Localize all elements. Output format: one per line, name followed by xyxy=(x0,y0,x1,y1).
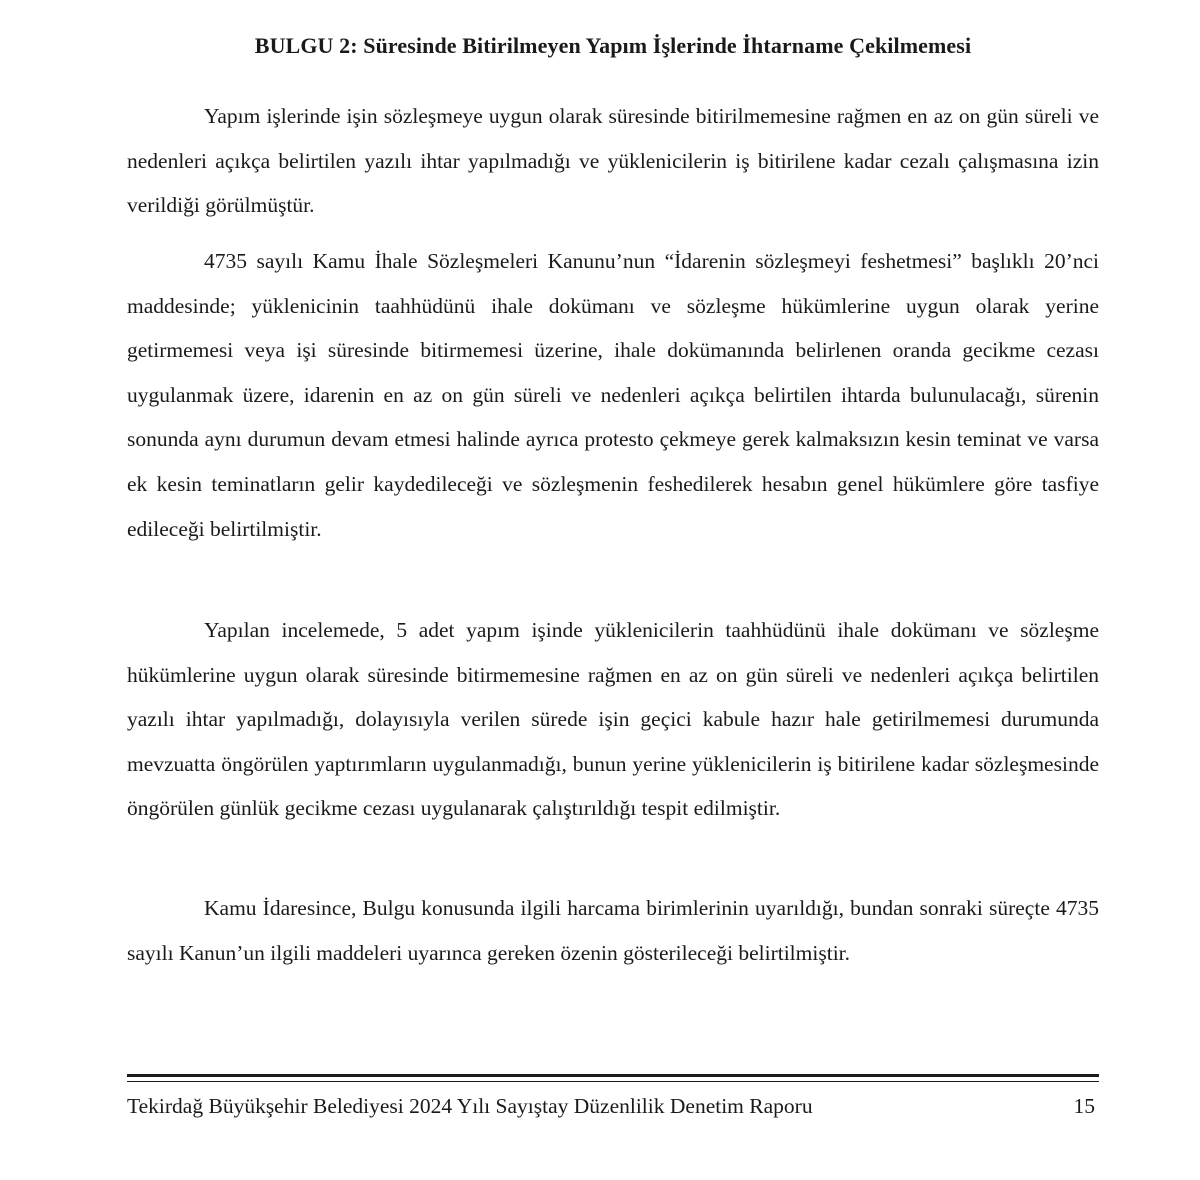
page-number: 15 xyxy=(1073,1094,1095,1118)
paragraph-legal-basis: 4735 sayılı Kamu İhale Sözleşmeleri Kanunu’nun “İdarenin sözleşmeyi feshetmesi” başlıklı 20’nci maddesinde; yüklenicinin taahhüdünü ihale dokümanı ve sözleşme hükümlerine uygun olarak yerine getirmemesi veya işi süresinde bitirmemesi üzerine, ihale dokümanında belirlenen oranda gecikme cezası uygulanmak üzere, idarenin en az on gün süreli ve nedenleri açıkça belirtilen ihtarda bulunulacağı, sürenin sonunda aynı durumun devam etmesi halinde ayrıca protesto çekmeye gerek kalmaksızın kesin teminat ve varsa ek kesin teminatların gelir kaydedileceği ve sözleşmenin feshedilerek hesabın genel hükümlere göre tasfiye edileceği belirtilmiştir. xyxy=(127,249,1099,541)
paragraph-finding-summary: Yapım işlerinde işin sözleşmeye uygun olarak süresinde bitirilmemesine rağmen en az on gün süreli ve nedenleri açıkça belirtilen yazılı ihtar yapılmadığı ve yüklenicilerin iş bitirilene kadar cezalı çalışmasına izin verildiği görülmüştür. xyxy=(127,104,1099,218)
paragraph-institution-response: Kamu İdaresince, Bulgu konusunda ilgili harcama birimlerinin uyarıldığı, bundan sonraki süreçte 4735 sayılı Kanun’un ilgili maddeleri uyarınca gereken özenin gösterileceği belirtilmiştir. xyxy=(127,896,1099,965)
finding-heading: BULGU 2: Süresinde Bitirilmeyen Yapım İşlerinde İhtarname Çekilmemesi xyxy=(254,33,972,58)
footer-divider xyxy=(127,1074,1099,1082)
paragraph-examination-result: Yapılan incelemede, 5 adet yapım işinde yüklenicilerin taahhüdünü ihale dokümanı ve sözleşme hükümlerine uygun olarak süresinde bitirmemesine rağmen en az on gün süreli ve nedenleri açıkça belirtilen yazılı ihtar yapılmadığı, dolayısıyla verilen sürede işin geçici kabule hazır hale getirilmemesi durumunda mevzuatta öngörülen yaptırımların uygulanmadığı, bunun yerine yüklenicilerin iş bitirilene kadar sözleşmesinde öngörülen günlük gecikme cezası uygulanarak çalıştırıldığı tespit edilmiştir. xyxy=(127,618,1099,821)
footer-report-title: Tekirdağ Büyükşehir Belediyesi 2024 Yılı Sayıştay Düzenlilik Denetim Raporu xyxy=(127,1094,813,1118)
